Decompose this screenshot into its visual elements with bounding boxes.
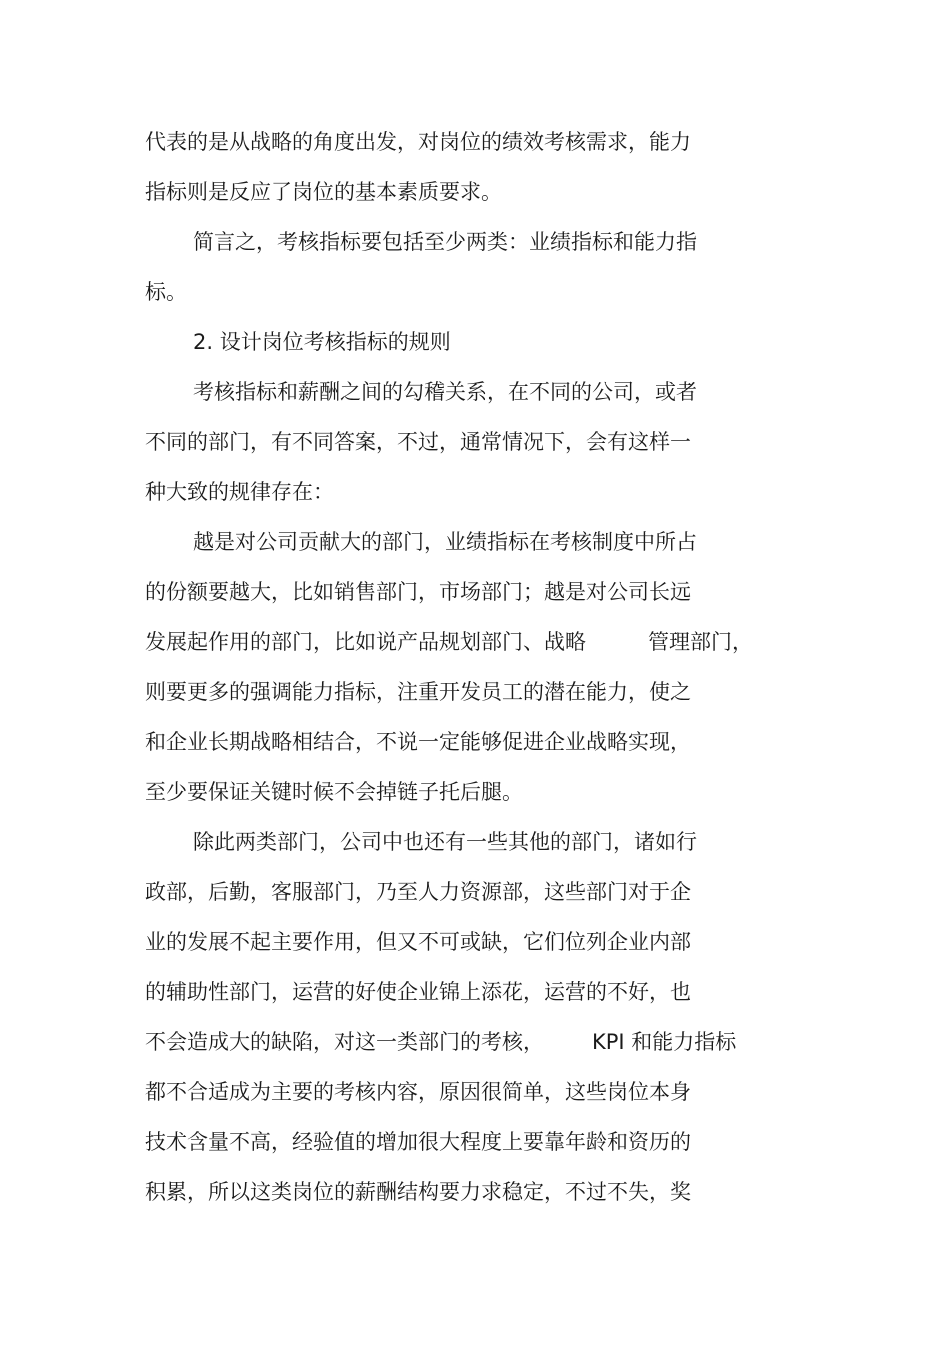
text-line <box>145 1028 736 1056</box>
text-line: 则要更多的强调能力指标，注重开发员工的潜在能力，使之 <box>145 680 691 704</box>
text-line: 考核指标和薪酬之间的勾稽关系，在不同的公司，或者 <box>193 380 697 404</box>
text-segment: 管理部门， <box>648 630 753 654</box>
text-line: 除此两类部门，公司中也还有一些其他的部门，诸如行 <box>193 830 697 854</box>
text-line: 政部，后勤，客服部门，乃至人力资源部，这些部门对于企 <box>145 880 691 904</box>
text-line: 和企业长期战略相结合，不说一定能够促进企业战略实现， <box>145 730 691 754</box>
text-line: 标。 <box>145 280 187 304</box>
text-segment: 发展起作用的部门，比如说产品规划部门、战略 <box>145 630 586 654</box>
text-line: 代表的是从战略的角度出发，对岗位的绩效考核需求，能力 <box>145 130 691 154</box>
text-line: 种大致的规律存在： <box>145 480 334 504</box>
text-line: 业的发展不起主要作用，但又不可或缺，它们位列企业内部 <box>145 930 691 954</box>
text-segment: 不会造成大的缺陷，对这一类部门的考核， <box>145 1030 544 1054</box>
section-heading: 2. 设计岗位考核指标的规则 <box>193 330 451 354</box>
text-line: 指标则是反应了岗位的基本素质要求。 <box>145 180 502 204</box>
text-line: 技术含量不高，经验值的增加很大程度上要靠年龄和资历的 <box>145 1130 691 1154</box>
text-line: 的辅助性部门，运营的好使企业锦上添花，运营的不好，也 <box>145 980 691 1004</box>
text-line: 的份额要越大，比如销售部门，市场部门；越是对公司长远 <box>145 580 691 604</box>
text-line: 越是对公司贡献大的部门，业绩指标在考核制度中所占 <box>193 530 697 554</box>
text-segment: KPI 和能力指标 <box>592 1030 737 1054</box>
text-line: 都不合适成为主要的考核内容，原因很简单，这些岗位本身 <box>145 1080 691 1104</box>
text-line <box>145 628 753 656</box>
text-line: 积累，所以这类岗位的薪酬结构要力求稳定，不过不失，奖 <box>145 1180 691 1204</box>
text-line: 简言之，考核指标要包括至少两类：业绩指标和能力指 <box>193 230 697 254</box>
text-line: 至少要保证关键时候不会掉链子托后腿。 <box>145 780 523 804</box>
text-line: 不同的部门，有不同答案，不过，通常情况下，会有这样一 <box>145 430 691 454</box>
